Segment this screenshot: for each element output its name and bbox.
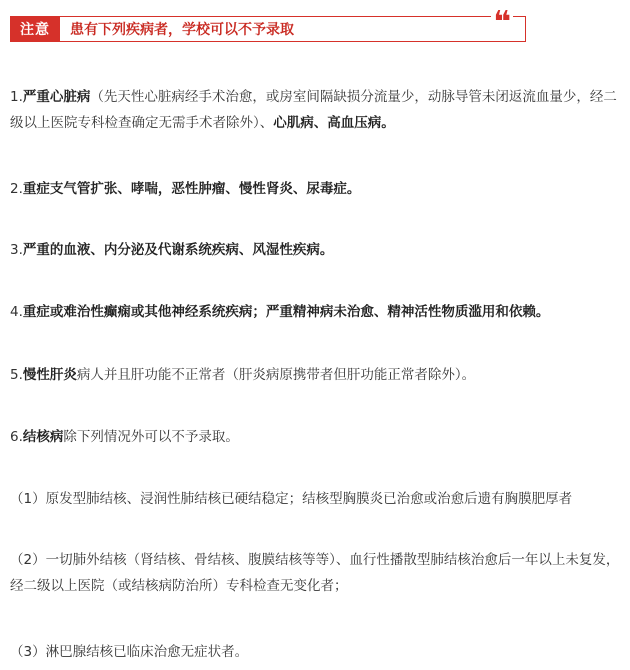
list-item: 1.严重心脏病（先天性心脏病经手术治愈，或房室间隔缺损分流量少，动脉导管未闭返流血量少，经二级以上医院专科检查确定无需手术者除外）、心肌病、高血压病。 [10,89,617,131]
sub-item: （2）一切肺外结核（肾结核、骨结核、腹膜结核等等）、血行性播散型肺结核治愈后一年以上未复发，经二级以上医院（或结核病防治所）专科检查无变化者； [10,552,620,594]
list-item: 4.重症或难治性癫痫或其他神经系统疾病；严重精神病未治愈、精神活性物质滥用和依赖。 [10,304,550,320]
list-item: 5.慢性肝炎病人并且肝功能不正常者（肝炎病原携带者但肝功能正常者除外）。 [10,367,476,383]
notice-tag: 注意 [10,16,60,42]
list-item: 2.重症支气管扩张、哮喘，恶性肿瘤、慢性肾炎、尿毒症。 [10,181,361,197]
notice-banner [10,5,526,42]
list-item: 3.严重的血液、内分泌及代谢系统疾病、风湿性疾病。 [10,242,334,258]
notice-title: 患有下列疾病者，学校可以不予录取 [70,22,294,38]
quote-icon: ❝ [493,5,511,40]
sub-item: （3）淋巴腺结核已临床治愈无症状者。 [10,644,249,660]
list-item: 6.结核病除下列情况外可以不予录取。 [10,429,239,445]
sub-item: （1）原发型肺结核、浸润性肺结核已硬结稳定；结核型胸膜炎已治愈或治愈后遗有胸膜肥厚者 [10,491,573,507]
